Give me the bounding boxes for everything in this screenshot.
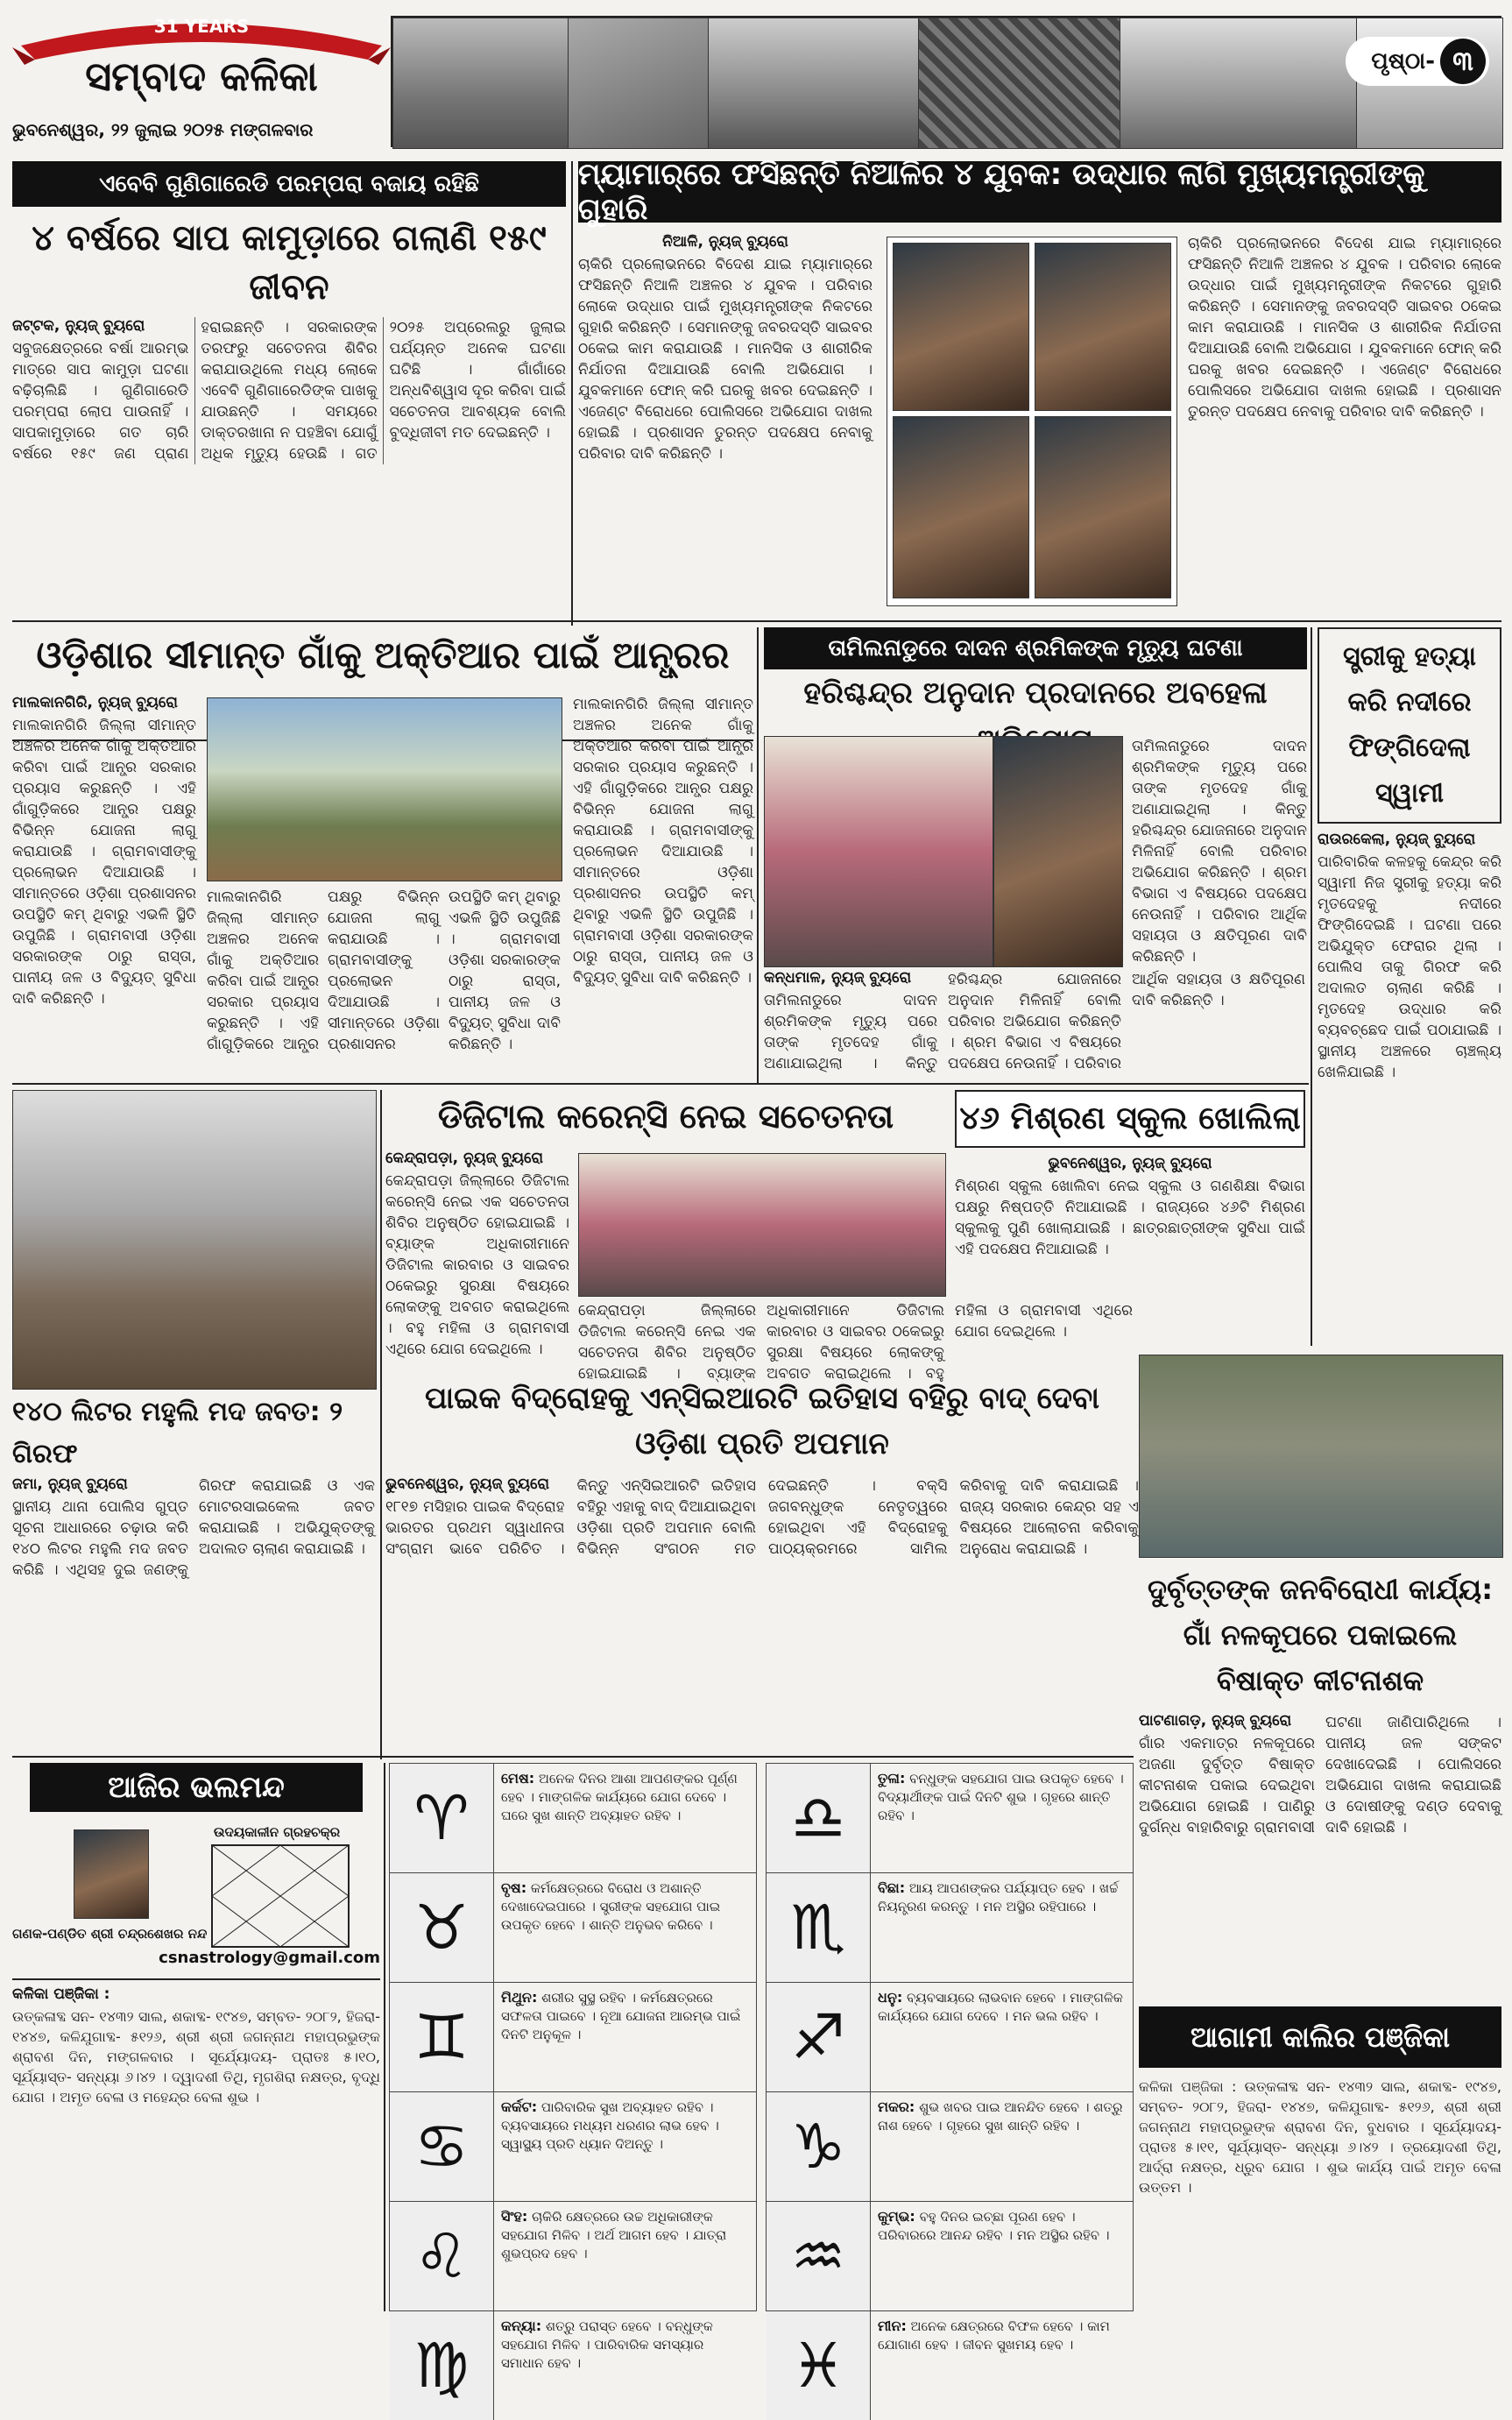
zodiac-text: ବନ୍ଧୁଙ୍କ ସହଯୋଗ ପାଇ ଉପକୃତ ହେବେ । ବିଦ୍ୟାର୍ଥୀଙ୍କ ପାଇଁ ଦିନଟି ଶୁଭ । ଗୃହରେ ଶାନ୍ତି ରହିବ । [878,1771,1124,1823]
myanmar-photo-grid [887,237,1177,606]
zodiac-name: ତୁଳା: [878,1770,906,1787]
wife-headline: ସ୍ତ୍ରୀକୁ ହତ୍ୟା କରି ନଦୀରେ ଫିଙ୍ଗିଦେଲା ସ୍ୱାମୀ [1318,627,1501,824]
next-panji-body: କଳିକା ପଞ୍ଜିକା : ଉତ୍କଳାବ୍ଦ ସନ- ୧୪୩୨ ସାଲ, ଶକାବ୍ଦ- ୧୯୪୭, ସମ୍ବତ- ୨୦୮୨, ହିଜରା- ୧୪୪୭, କଳିଯୁଗାବ୍ଦ- ୫୧୨୬, ଶ୍ରୀ ଶ୍ରୀ ଜଗନ୍ନାଥ ମହାପ୍ରଭୁଙ୍କ ଶ୍ରାବଣ ଦିନ, ବୁଧବାର । ସୂର୍ଯ୍ୟୋଦୟ- ପ୍ରାତଃ ୫।୧୧, ସୂର୍ଯ୍ୟାସ୍ତ- ସନ୍ଧ୍ୟା ୬।୪୨ । ତ୍ରୟୋଦଶୀ ତିଥି, ଆର୍ଦ୍ରା ନକ୍ଷତ୍ର, ଧ୍ରୁବ ଯୋଗ । ଶୁଭ କାର୍ଯ୍ୟ ପାଇଁ ଅମୃତ ବେଳା ଉତ୍ତମ । [1139,2078,1501,2196]
cancer-icon: ♋ [390,2092,494,2201]
digital-camp-photo [578,1153,946,1297]
zodiac-name: ସିଂହ: [501,2208,528,2225]
zodiac-name: ମୀନ: [878,2317,907,2334]
zodiac-text: ଶୁଭ ଖବର ପାଇ ଆନନ୍ଦିତ ହେବେ । ଶତ୍ରୁ ନାଶ ହେବେ । ଗୃହରେ ସୁଖ ଶାନ୍ତି ରହିବ । [878,2099,1123,2133]
paika-headline: ପାଇକ ବିଦ୍ରୋହକୁ ଏନ୍‌ସିଇଆରଟି ଇତିହାସ ବହିରୁ ବାଦ୍ ଦେବା ଓଡ଼ିଶା ପ୍ରତି ଅପମାନ [425,1381,1099,1461]
zodiac-text: ଅନେକ ଦିନର ଆଶା ଆପଣଙ୍କର ପୂର୍ଣ୍ଣ ହେବ । ମାଙ୍ଗଳିକ କାର୍ଯ୍ୟରେ ଯୋଗ ଦେବେ । ଘରେ ସୁଖ ଶାନ୍ତି ଅବ୍ୟାହତ ରହିବ । [501,1771,738,1823]
astrologer-email[interactable]: csnastrology@gmail.com [159,1949,380,1967]
zodiac-row [390,1983,756,2092]
liquor-seizure-photo [12,1090,377,1390]
capricorn-icon: ♑ [767,2092,871,2201]
myanmar-byline: ନିଆଳି, ନ୍ୟୁଜ୍ ବ୍ୟୁରୋ [662,233,788,251]
mishran-byline: ଭୁବନେଶ୍ୱର, ନ୍ୟୁଜ୍ ବ୍ୟୁରୋ [1048,1155,1212,1172]
zodiac-row [390,1873,756,1983]
zodiac-row [390,2092,756,2202]
horoscope-panel [12,1763,380,2311]
youth-photo-4 [1035,416,1171,598]
liquor-body: ସ୍ଥାନୀୟ ଥାନା ପୋଲିସ ଗୁପ୍ତ ସୂଚନା ଆଧାରରେ ଚଢ଼ାଉ କରି ୧୪୦ ଲିଟର ମହୁଲି ମଦ ଜବତ କରିଛି । ଏଥିସହ ଦୁଇ ଜଣଙ୍କୁ ଗିରଫ କରାଯାଇଛି ଓ ଏକ ମୋଟରସାଇକେଲ ଜବତ କରାଯାଇଛି । ଅଭିଯୁକ୍ତଙ୍କୁ ଅଦାଲତ ଚାଲାଣ କରାଯାଇଛି । [12,1477,375,1579]
zodiac-name: ମକର: [878,2098,915,2115]
zodiac-name: କର୍କଟ: [501,2098,538,2115]
next-panji-title: ଆଗାମୀ କାଲିର ପଞ୍ଜିକା [1139,2006,1501,2068]
andhra-body: ମାଲକାନଗିରି ଜିଲ୍ଲା ସୀମାନ୍ତ ଅଞ୍ଚଳର ଅନେକ ଗାଁକୁ ଅକ୍ତିଆର କରିବା ପାଇଁ ଆନ୍ଧ୍ର ସରକାର ପ୍ରୟାସ କରୁଛନ୍ତି । ଏହି ଗାଁଗୁଡ଼ିକରେ ଆନ୍ଧ୍ର ପକ୍ଷରୁ ବିଭିନ୍ନ ଯୋଜନା ଲାଗୁ କରାଯାଉଛି । ଗ୍ରାମବାସୀଙ୍କୁ ପ୍ରଲୋଭନ ଦିଆଯାଉଛି । ସୀମାନ୍ତରେ ଓଡ଼ିଶା ପ୍ରଶାସନର ଉପସ୍ଥିତି କମ୍ ଥିବାରୁ ଏଭଳି ସ୍ଥିତି ଉପୁଜିଛି । ଗ୍ରାମବାସୀ ଓଡ଼ିଶା ସରକାରଙ୍କ ଠାରୁ ରାସ୍ତା, ପାନୀୟ ଜଳ ଓ ବିଦ୍ୟୁତ୍ ସୁବିଧା ଦାବି କରିଛନ୍ତି । [12,717,196,1008]
andhra-body-lower: ମାଲକାନଗିରି ଜିଲ୍ଲା ସୀମାନ୍ତ ଅଞ୍ଚଳର ଅନେକ ଗାଁକୁ ଅକ୍ତିଆର କରିବା ପାଇଁ ଆନ୍ଧ୍ର ସରକାର ପ୍ରୟାସ କରୁଛନ୍ତି । ଏହି ଗାଁଗୁଡ଼ିକରେ ଆନ୍ଧ୍ର ପକ୍ଷରୁ ବିଭିନ୍ନ ଯୋଜନା ଲାଗୁ କରାଯାଉଛି । ଗ୍ରାମବାସୀଙ୍କୁ ପ୍ରଲୋଭନ ଦିଆଯାଉଛି । ସୀମାନ୍ତରେ ଓଡ଼ିଶା ପ୍ରଶାସନର ଉପସ୍ଥିତି କମ୍ ଥିବାରୁ ଏଭଳି ସ୍ଥିତି ଉପୁଜିଛି । ଗ୍ରାମବାସୀ ଓଡ଼ିଶା ସରକାରଙ୍କ ଠାରୁ ରାସ୍ତା, ପାନୀୟ ଜଳ ଓ ବିଦ୍ୟୁତ୍ ସୁବିଧା ଦାବି କରିଛନ୍ତି । [207,888,561,1053]
snake-kicker: ଏବେବି ଗୁଣିଗାରେଡି ପରମ୍ପରା ବଜାୟ ରହିଛି [12,161,566,207]
zodiac-row [767,2202,1133,2311]
mishran-article [955,1090,1305,1388]
zodiac-row [767,1764,1133,1873]
divider [12,1083,1309,1085]
page-number-badge: ୩ [1440,39,1486,84]
andhra-headline: ଓଡ଼ିଶାର ସୀମାନ୍ତ ଗାଁକୁ ଅକ୍ତିଆର ପାଇଁ ଆନ୍ଧ୍ରର [12,627,753,741]
horoscope-title: ଆଜିର ଭଲମନ୍ଦ [30,1763,363,1812]
liquor-article [12,1391,375,1759]
tamilnadu-body-right: ତାମିଲନାଡୁରେ ଦାଦନ ଶ୍ରମିକଙ୍କ ମୃତ୍ୟୁ ପରେ ତାଙ୍କ ମୃତଦେହ ଗାଁକୁ ଅଣାଯାଇଥିଲା । କିନ୍ତୁ ହରିଶ୍ଚନ୍ଦ୍ର ଯୋଜନାରେ ଅନୁଦାନ ମିଳିନାହିଁ ବୋଲି ପରିବାର ଅଭିଯୋଗ କରିଛନ୍ତି । ଶ୍ରମ ବିଭାଗ ଏ ବିଷୟରେ ପଦକ୍ଷେପ ନେଉନାହିଁ । ପରିବାର ଆର୍ଥିକ ସହାୟତା ଓ କ୍ଷତିପୂରଣ ଦାବି କରିଛନ୍ତି । [1132,738,1307,966]
scorpio-icon: ♏ [767,1873,871,1982]
paika-article [385,1376,1139,1761]
liquor-photo-wrap [12,1090,375,1388]
zodiac-name: କନ୍ୟା: [501,2317,542,2334]
zodiac-name: ବିଛା: [878,1879,906,1896]
myanmar-article [578,157,1501,626]
zodiac-name: କୁମ୍ଭ: [878,2208,915,2225]
tamilnadu-kicker: ତାମିଲନାଡୁରେ ଦାଦନ ଶ୍ରମିକଙ୍କ ମୃତ୍ୟୁ ଘଟଣା [764,627,1307,669]
zodiac-text: ଆୟ ଆପଣଙ୍କର ପର୍ଯ୍ୟାପ୍ତ ହେବ । ଖର୍ଚ୍ଚ ନିୟନ୍ତ୍ରଣ କରନ୍ତୁ । ମନ ଅସ୍ଥିର ରହିପାରେ । [878,1880,1119,1914]
divider [12,1756,1134,1758]
andhra-byline: ମାଲକାନଗିରି, ନ୍ୟୁଜ୍ ବ୍ୟୁରୋ [12,694,178,711]
zodiac-name: ବୃଷ: [501,1879,527,1896]
myanmar-body: ଚାକିରି ପ୍ରଲୋଭନରେ ବିଦେଶ ଯାଇ ମ୍ୟାମାର୍‌ରେ ଫସିଛନ୍ତି ନିଆଳି ଅଞ୍ଚଳର ୪ ଯୁବକ । ପରିବାର ଲୋକେ ଉଦ୍ଧାର ପାଇଁ ମୁଖ୍ୟମନ୍ତ୍ରୀଙ୍କ ନିକଟରେ ଗୁହାରି କରିଛନ୍ତି । ସେମାନଙ୍କୁ ଜବରଦସ୍ତି ସାଇବର ଠକେଇ କାମ କରାଯାଉଛି । ମାନସିକ ଓ ଶାରୀରିକ ନିର୍ଯାତନା ଦିଆଯାଉଛି ବୋଲି ଅଭିଯୋଗ । ଯୁବକମାନେ ଫୋନ୍ କରି ଘରକୁ ଖବର ଦେଇଛନ୍ତି । ଏଜେଣ୍ଟ ବିରୋଧରେ ପୋଲିସରେ ଅଭିଯୋଗ ଦାଖଲ ହୋଇଛି । ପ୍ରଶାସନ ତୁରନ୍ତ ପଦକ୍ଷେପ ନେବାକୁ ପରିବାର ଦାବି କରିଛନ୍ତି । [578,256,873,463]
zodiac-text: ପାରିବାରିକ ସୁଖ ଅବ୍ୟାହତ ରହିବ । ବ୍ୟବସାୟରେ ମଧ୍ୟମ ଧରଣର ଲାଭ ହେବ । ସ୍ୱାସ୍ଥ୍ୟ ପ୍ରତି ଧ୍ୟାନ ଦିଅନ୍ତୁ । [501,2099,719,2152]
paika-body: ୧୮୧୭ ମସିହାର ପାଇକ ବିଦ୍ରୋହ ଭାରତର ପ୍ରଥମ ସ୍ୱାଧୀନତା ସଂଗ୍ରାମ ଭାବେ ପରିଚିତ । କିନ୍ତୁ ଏନ୍‌ସିଇଆରଟି ଇତିହାସ ବହିରୁ ଏହାକୁ ବାଦ୍ ଦିଆଯାଇଥିବା ଓଡ଼ିଶା ପ୍ରତି ଅପମାନ ବୋଲି ବିଭିନ୍ନ ସଂଗଠନ ମତ ଦେଇଛନ୍ତି । ବକ୍ସି ଜଗବନ୍ଧୁଙ୍କ ନେତୃତ୍ୱରେ ହୋଇଥିବା ଏହି ବିଦ୍ରୋହକୁ ପାଠ୍ୟକ୍ରମରେ ସାମିଲ କରିବାକୁ ଦାବି କରାଯାଇଛି । ରାଜ୍ୟ ସରକାର କେନ୍ଦ୍ର ସହ ଏ ବିଷୟରେ ଆଲୋଚନା କରିବାକୁ ଅନୁରୋଧ କରାଯାଇଛି । [385,1477,1139,1558]
digital-body-lower: କେନ୍ଦ୍ରାପଡ଼ା ଜିଲ୍ଲାରେ ଡିଜିଟାଲ କରେନ୍ସି ନେଇ ଏକ ସଚେତନତା ଶିବିର ଅନୁଷ୍ଠିତ ହୋଇଯାଇଛି । ବ୍ୟାଙ୍କ ଅଧିକାରୀମାନେ ଡିଜିଟାଲ କାରବାର ଓ ସାଇବର ଠକେଇରୁ ସୁରକ୍ଷା ବିଷୟରେ ଲୋକଙ୍କୁ ଅବଗତ କରାଇଥିଲେ । ବହୁ ମହିଳା ଓ ଗ୍ରାମବାସୀ ଏଥିରେ ଯୋଗ ଦେଇଥିଲେ । [578,1302,1133,1383]
tamilnadu-photo-worker [993,736,1123,967]
wife-byline: ରାଉରକେଲା, ନ୍ୟୁଜ୍ ବ୍ୟୁରୋ [1318,831,1476,848]
zodiac-row [390,2202,756,2311]
zodiac-text: ବହୁ ଦିନର ଇଚ୍ଛା ପୂରଣ ହେବ । ପରିବାରରେ ଆନନ୍ଦ ରହିବ । ମନ ଅସ୍ଥିର ରହିବ । [878,2209,1110,2243]
zodiac-text: ଚାକିରି କ୍ଷେତ୍ରରେ ଉଚ୍ଚ ଅଧିକାରୀଙ୍କ ସହଯୋଗ ମିଳିବ । ଅର୍ଥ ଆଗମ ହେବ । ଯାତ୍ରା ଶୁଭପ୍ରଦ ହେବ । [501,2209,727,2261]
banner-photo-children [708,18,920,149]
divider [757,627,759,1083]
digital-body: କେନ୍ଦ୍ରାପଡ଼ା ଜିଲ୍ଲାରେ ଡିଜିଟାଲ କରେନ୍ସି ନେଇ ଏକ ସଚେତନତା ଶିବିର ଅନୁଷ୍ଠିତ ହୋଇଯାଇଛି । ବ୍ୟାଙ୍କ ଅଧିକାରୀମାନେ ଡିଜିଟାଲ କାରବାର ଓ ସାଇବର ଠକେଇରୁ ସୁରକ୍ଷା ବିଷୟରେ ଲୋକଙ୍କୁ ଅବଗତ କରାଇଥିଲେ । ବହୁ ମହିଳା ଓ ଗ୍ରାମବାସୀ ଏଥିରେ ଯୋଗ ଦେଇଥିଲେ । [385,1172,569,1358]
banner-photo-temple [392,18,569,149]
zodiac-text: କର୍ମକ୍ଷେତ୍ରରେ ବିରୋଧ ଓ ଅଶାନ୍ତି ଦେଖାଦେଇପାରେ । ସ୍ତ୍ରୀଙ୍କ ସହଯୋଗ ପାଇ ଉପକୃତ ହେବେ । ଶାନ୍ତି ଅନୁଭବ କରିବେ । [501,1880,721,1933]
snake-article [12,161,566,626]
libra-icon: ♎ [767,1764,871,1872]
masthead-banner [391,16,1501,147]
divider [380,1090,382,1759]
zodiac-column-right [766,1763,1134,2402]
zodiac-row [767,1983,1133,2092]
andhra-village-photo [207,697,562,881]
snake-headline: ୪ ବର୍ଷରେ ସାପ କାମୁଡ଼ାରେ ଗଲାଣି ୧୫୯ ଜୀବନ [32,218,547,308]
zodiac-name: ମିଥୁନ: [501,1989,538,2006]
tamilnadu-article [764,627,1307,1083]
dateline: ଭୁବନେଶ୍ୱର, ୨୨ ଜୁଲାଇ ୨୦୨୫ ମଙ୍ଗଳବାର [12,119,314,140]
zodiac-text: ବ୍ୟବସାୟରେ ଲାଭବାନ ହେବେ । ମାଙ୍ଗଳିକ କାର୍ଯ୍ୟରେ ଯୋଗ ଦେବେ । ମନ ଭଲ ରହିବ । [878,1990,1123,2024]
liquor-headline: ୧୪୦ ଲିଟର ମହୁଲି ମଦ ଜବତ: ୨ ଗିରଫ [12,1397,343,1469]
divider [12,620,1501,622]
panji-title: କଳିକା ପଞ୍ଜିକା : [12,1985,110,2003]
liquor-byline: ଜମା, ନ୍ୟୁଜ୍ ବ୍ୟୁରୋ [12,1475,128,1493]
tamilnadu-byline: କନ୍ଧମାଳ, ନ୍ୟୁଜ୍ ବ୍ୟୁରୋ [764,969,912,987]
myanmar-body-cont: ଚାକିରି ପ୍ରଲୋଭନରେ ବିଦେଶ ଯାଇ ମ୍ୟାମାର୍‌ରେ ଫସିଛନ୍ତି ନିଆଳି ଅଞ୍ଚଳର ୪ ଯୁବକ । ପରିବାର ଲୋକେ ଉଦ୍ଧାର ପାଇଁ ମୁଖ୍ୟମନ୍ତ୍ରୀଙ୍କ ନିକଟରେ ଗୁହାରି କରିଛନ୍ତି । ସେମାନଙ୍କୁ ଜବରଦସ୍ତି ସାଇବର ଠକେଇ କାମ କରାଯାଉଛି । ମାନସିକ ଓ ଶାରୀରିକ ନିର୍ଯାତନା ଦିଆଯାଉଛି ବୋଲି ଅଭିଯୋଗ । ଯୁବକମାନେ ଫୋନ୍ କରି ଘରକୁ ଖବର ଦେଇଛନ୍ତି । ଏଜେଣ୍ଟ ବିରୋଧରେ ପୋଲିସରେ ଅଭିଯୋଗ ଦାଖଲ ହୋଇଛି । ପ୍ରଶାସନ ତୁରନ୍ତ ପଦକ୍ଷେପ ନେବାକୁ ପରିବାର ଦାବି କରିଛନ୍ତି । [1188,235,1501,421]
digital-byline: କେନ୍ଦ୍ରାପଡ଼ା, ନ୍ୟୁଜ୍ ବ୍ୟୁରୋ [385,1150,544,1167]
zodiac-grid [389,1763,1134,2402]
pesticide-body: ଗାଁର ଏକମାତ୍ର ନଳକୂପରେ ଅଜଣା ଦୁର୍ବୃତ୍ତ ବିଷାକ୍ତ କୀଟନାଶକ ପକାଇ ଦେଇଥିବା ଅଭିଯୋଗ ହୋଇଛି । ପାଣିରୁ ଦୁର୍ଗନ୍ଧ ବାହାରିବାରୁ ଗ୍ରାମବାସୀ ଘଟଣା ଜାଣିପାରିଥିଲେ । ପାନୀୟ ଜଳ ସଙ୍କଟ ଦେଖାଦେଇଛି । ପୋଲିସରେ ଅଭିଯୋଗ ଦାଖଲ କରାଯାଇଛି ଓ ଦୋଷୀଙ୍କୁ ଦଣ୍ଡ ଦେବାକୁ ଦାବି ହୋଇଛି । [1139,1714,1501,1836]
andhra-article [12,627,753,1083]
pesticide-headline: ଦୁର୍ବୃତ୍ତଙ୍କ ଜନବିରୋଧୀ କାର୍ଯ୍ୟ: ଗାଁ ନଳକୂପରେ ପକାଇଲେ ବିଷାକ୍ତ କୀଟନାଶକ [1148,1573,1493,1697]
banner-photo-art [918,18,1121,149]
zodiac-text: ଶତ୍ରୁ ପରାସ୍ତ ହେବେ । ବନ୍ଧୁଙ୍କ ସହଯୋଗ ମିଳିବ । ପାରିବାରିକ ସମସ୍ୟାର ସମାଧାନ ହେବ । [501,2318,713,2371]
aquarius-icon: ♒ [767,2202,871,2310]
sagittarius-icon: ♐ [767,1983,871,2091]
divider [571,161,573,626]
horoscope-chart-title: ଉଦୟକାଳୀନ ଗ୍ରହଚକ୍ର [214,1824,341,1840]
gemini-icon: ♊ [390,1983,494,2091]
zodiac-text: ଅନେକ କ୍ଷେତ୍ରରେ ବିଫଳ ହେବେ । କାମ ଯୋଗାଣ ହେବ । ଜୀବନ ସୁଖମୟ ହେବ । [878,2318,1110,2353]
astrologer-name: ଗଣକ-ପଣ୍ଡିତ ଶ୍ରୀ ଚନ୍ଦ୍ରଶେଖର ନନ୍ଦ [12,1926,208,1942]
youth-photo-3 [893,416,1029,598]
tamilnadu-photo-women [764,736,993,967]
mishran-body: ମିଶ୍ରଣ ସ୍କୁଲ ଖୋଲିବା ନେଇ ସ୍କୁଲ ଓ ଗଣଶିକ୍ଷା ବିଭାଗ ପକ୍ଷରୁ ନିଷ୍ପତ୍ତି ନିଆଯାଇଛି । ରାଜ୍ୟରେ ୪୬ଟି ମିଶ୍ରଣ ସ୍କୁଲକୁ ପୁଣି ଖୋଲାଯାଇଛି । ଛାତ୍ରଛାତ୍ରୀଙ୍କ ସୁବିଧା ପାଇଁ ଏହି ପଦକ୍ଷେପ ନିଆଯାଇଛି । [955,1178,1305,1258]
panji-body: ଉତ୍କଳାବ୍ଦ ସନ- ୧୪୩୨ ସାଲ, ଶକାବ୍ଦ- ୧୯୪୭, ସମ୍ବତ- ୨୦୮୨, ହିଜରା- ୧୪୪୭, କଳିଯୁଗାବ୍ଦ- ୫୧୨୬, ଶ୍ରୀ ଶ୍ରୀ ଜଗନ୍ନାଥ ମହାପ୍ରଭୁଙ୍କ ଶ୍ରାବଣ ଦିନ, ମଙ୍ଗଳବାର । ସୂର୍ଯ୍ୟୋଦୟ- ପ୍ରାତଃ ୫।୧୦, ସୂର୍ଯ୍ୟାସ୍ତ- ସନ୍ଧ୍ୟା ୬।୪୨ । ଦ୍ୱାଦଶୀ ତିଥି, ମୃଗଶିରା ନକ୍ଷତ୍ର, ବୃଦ୍ଧି ଯୋଗ । ଅମୃତ ବେଳା ଓ ମହେନ୍ଦ୍ର ବେଳା ଶୁଭ । [12,2008,380,2105]
next-panji [1139,2006,1501,2311]
wife-article [1318,627,1501,1346]
zodiac-row [390,2311,756,2420]
page-label-text: ପୃଷ୍ଠା- [1371,47,1435,74]
zodiac-name: ଧନୁ: [878,1989,903,2006]
tubewell-photo [1139,1355,1503,1558]
snake-byline: ଜଟ୍ଟକ, ନ୍ୟୁଜ୍ ବ୍ୟୁରୋ [12,317,145,335]
banner-photo-artisan [568,18,710,149]
paper-name-logo: ସମ୍ବାଦ କଳିକା [85,53,318,100]
taurus-icon: ♉ [390,1873,494,1982]
zodiac-row [390,1764,756,1873]
aries-icon: ♈ [390,1764,494,1872]
digital-headline: ଡିଜିଟାଲ କରେନ୍ସି ନେଇ ସଚେତନତା [437,1097,894,1136]
zodiac-text: ଶରୀର ସୁସ୍ଥ ରହିବ । କର୍ମକ୍ଷେତ୍ରରେ ସଫଳତା ପାଇବେ । ନୂଆ ଯୋଜନା ଆରମ୍ଭ ପାଇଁ ଦିନଟି ଅନୁକୂଳ । [501,1990,741,2042]
leo-icon: ♌ [390,2202,494,2310]
andhra-body-right: ମାଲକାନଗିରି ଜିଲ୍ଲା ସୀମାନ୍ତ ଅଞ୍ଚଳର ଅନେକ ଗାଁକୁ ଅକ୍ତିଆର କରିବା ପାଇଁ ଆନ୍ଧ୍ର ସରକାର ପ୍ରୟାସ କରୁଛନ୍ତି । ଏହି ଗାଁଗୁଡ଼ିକରେ ଆନ୍ଧ୍ର ପକ୍ଷରୁ ବିଭିନ୍ନ ଯୋଜନା ଲାଗୁ କରାଯାଉଛି । ଗ୍ରାମବାସୀଙ୍କୁ ପ୍ରଲୋଭନ ଦିଆଯାଉଛି । ସୀମାନ୍ତରେ ଓଡ଼ିଶା ପ୍ରଶାସନର ଉପସ୍ଥିତି କମ୍ ଥିବାରୁ ଏଭଳି ସ୍ଥିତି ଉପୁଜିଛି । ଗ୍ରାମବାସୀ ଓଡ଼ିଶା ସରକାରଙ୍କ ଠାରୁ ରାସ୍ତା, ପାନୀୟ ଜଳ ଓ ବିଦ୍ୟୁତ୍ ସୁବିଧା ଦାବି କରିଛନ୍ତି । [573,696,753,987]
zodiac-row [767,2311,1133,2420]
mishran-headline: ୪୬ ମିଶ୍ରଣ ସ୍କୁଲ ଖୋଲିଲା [955,1090,1305,1148]
zodiac-row [767,2092,1133,2202]
snake-body: ସବୁଜକ୍ଷେତ୍ରରେ ବର୍ଷା ଆରମ୍ଭ ମାତ୍ରେ ସାପ କାମୁଡ଼ା ଘଟଣା ବଢ଼ିଚାଲିଛି । ଗୁଣିଗାରେଡି ପରମ୍ପରା ଲୋପ ପାଉନାହିଁ । ସାପକାମୁଡ଼ାରେ ଗତ ଚାରି ବର୍ଷରେ ୧୫୯ ଜଣ ପ୍ରାଣ ହରାଇଛନ୍ତି । ସରକାରଙ୍କ ତରଫରୁ ସଚେତନତା ଶିବିର କରାଯାଉଥିଲେ ମଧ୍ୟ ଲୋକେ ଏବେବି ଗୁଣିଗାରେଡିଙ୍କ ପାଖକୁ ଯାଉଛନ୍ତି । ସମୟରେ ଡାକ୍ତରଖାନା ନ ପହଞ୍ଚିବା ଯୋଗୁଁ ଅଧିକ ମୃତ୍ୟୁ ହେଉଛି । ଗତ ୨୦୨୫ ଅପ୍ରେଲରୁ ଜୁଲାଇ ପର୍ଯ୍ୟନ୍ତ ଅନେକ ଘଟଣା ଘଟିଛି । ଗାଁଗାଁରେ ଅନ୍ଧବିଶ୍ୱାସ ଦୂର କରିବା ପାଇଁ ସଚେତନତା ଆବଶ୍ୟକ ବୋଲି ବୁଦ୍ଧିଜୀବୀ ମତ ଦେଇଛନ୍ତି । [12,319,566,463]
page-label [1346,37,1489,86]
zodiac-name: ମେଷ: [501,1770,535,1787]
youth-photo-1 [893,243,1029,411]
zodiac-row [767,1873,1133,1983]
zodiac-column-left [389,1763,757,2402]
masthead [12,9,391,149]
wife-body: ପାରିବାରିକ କଳହକୁ କେନ୍ଦ୍ର କରି ସ୍ୱାମୀ ନିଜ ସ୍ତ୍ରୀକୁ ହତ୍ୟା କରି ମୃତଦେହକୁ ନଦୀରେ ଫିଙ୍ଗିଦେଇଛି । ଘଟଣା ପରେ ଅଭିଯୁକ୍ତ ଫେରାର ଥିଲା । ପୋଲିସ ତାକୁ ଗିରଫ କରି ଅଦାଲତ ଚାଲାଣ କରିଛି । ମୃତଦେହ ଉଦ୍ଧାର କରି ବ୍ୟବଚ୍ଛେଦ ପାଇଁ ପଠାଯାଇଛି । ସ୍ଥାନୀୟ ଅଞ୍ଚଳରେ ଚାଞ୍ଚଲ୍ୟ ଖେଳିଯାଇଛି । [1318,853,1501,1081]
pisces-icon: ♓ [767,2311,871,2420]
astrologer-photo [74,1829,149,1919]
tamilnadu-headline: ହରିଶ୍ଚନ୍ଦ୍ର ଅନୁଦାନ ପ୍ରଦାନରେ ଅବହେଳା [803,676,1268,711]
myanmar-headline: ମ୍ୟାମାର୍‌ରେ ଫସିଛନ୍ତି ନିଆଳିର ୪ ଯୁବକ: ଉଦ୍ଧାର ଲାଗି ମୁଖ୍ୟମନ୍ତ୍ରୀଙ୍କୁ ଗୁହାରି [578,161,1501,223]
banner-photo-dancers [1120,18,1358,149]
tamilnadu-body: ତାମିଲନାଡୁରେ ଦାଦନ ଶ୍ରମିକଙ୍କ ମୃତ୍ୟୁ ପରେ ତାଙ୍କ ମୃତଦେହ ଗାଁକୁ ଅଣାଯାଇଥିଲା । କିନ୍ତୁ ହରିଶ୍ଚନ୍ଦ୍ର ଯୋଜନାରେ ଅନୁଦାନ ମିଳିନାହିଁ ବୋଲି ପରିବାର ଅଭିଯୋଗ କରିଛନ୍ତି । ଶ୍ରମ ବିଭାଗ ଏ ବିଷୟରେ ପଦକ୍ଷେପ ନେଉନାହିଁ । ପରିବାର ଆର୍ଥିକ ସହାୟତା ଓ କ୍ଷତିପୂରଣ ଦାବି କରିଛନ୍ତି । [764,971,1305,1072]
pesticide-article [1139,1355,1501,2003]
virgo-icon: ♍ [390,2311,494,2420]
pesticide-byline: ପାଟଣାଗଡ଼, ନ୍ୟୁଜ୍ ବ୍ୟୁରୋ [1139,1712,1292,1730]
masthead-years: 31 YEARS [153,16,250,37]
paika-byline: ଭୁବନେଶ୍ୱର, ନ୍ୟୁଜ୍ ବ୍ୟୁରୋ [385,1475,550,1493]
youth-photo-2 [1035,243,1171,411]
divider [1311,627,1312,1346]
divider [384,1763,385,2311]
